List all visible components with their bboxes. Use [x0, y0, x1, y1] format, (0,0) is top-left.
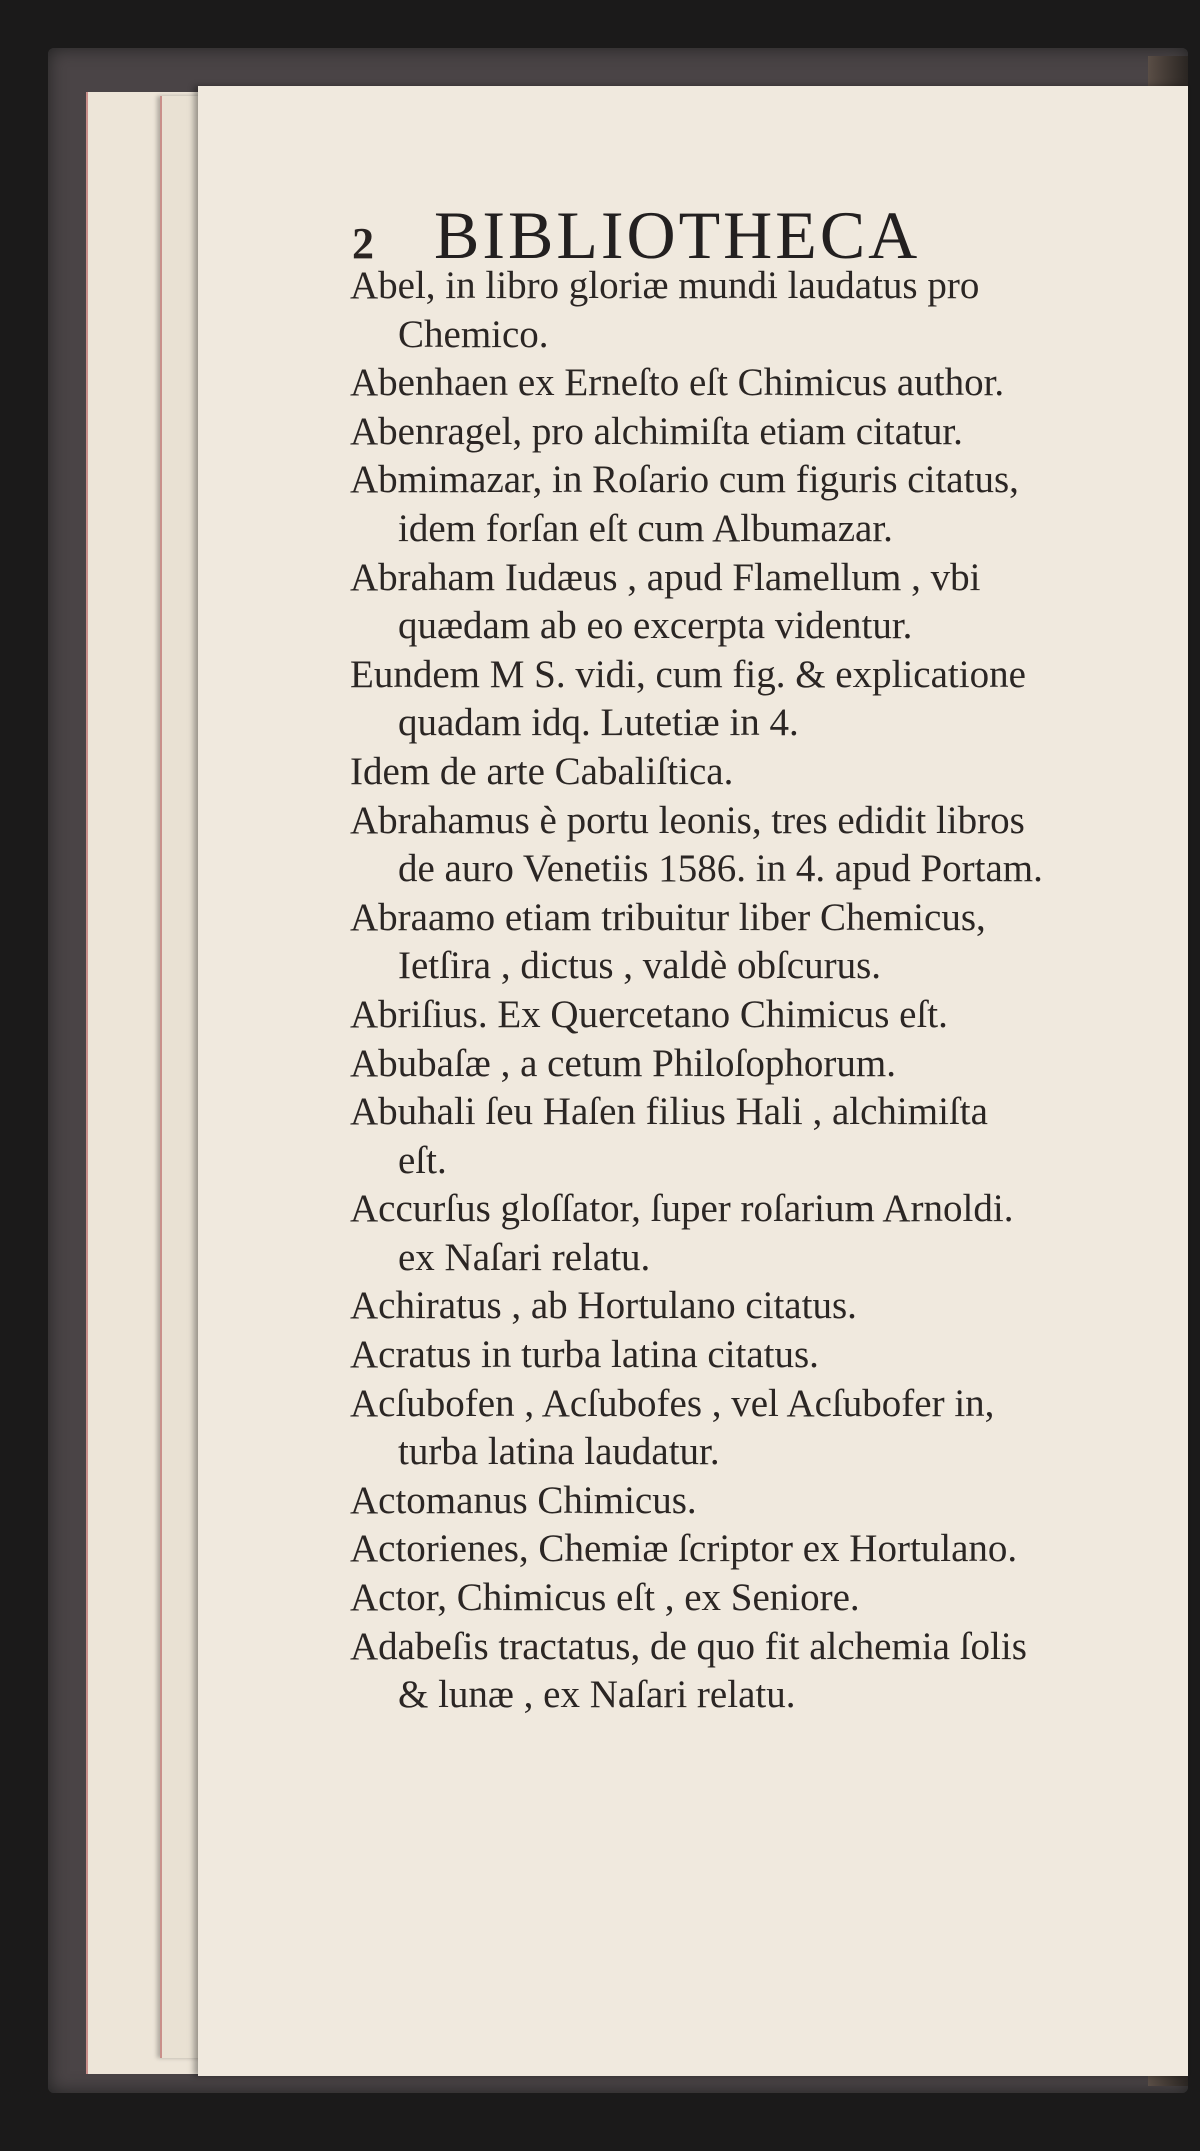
entry-abraamo [350, 894, 1180, 991]
entry-abmimazar [350, 456, 1180, 553]
entry-achiratus [350, 1282, 1180, 1331]
entry-abuhali [350, 1088, 1180, 1185]
entry-line: Eundem M S. vidi, cum fig. & explicatione [350, 652, 1026, 696]
entry-abubase [350, 1040, 1180, 1089]
entry-actor [350, 1574, 1180, 1623]
entry-abrahamus [350, 797, 1180, 894]
entry-line: Idem de arte Cabaliſtica. [350, 749, 734, 793]
entry-abrisius [350, 991, 1180, 1040]
entry-actorienes [350, 1525, 1180, 1574]
entry-idem [350, 748, 1180, 797]
entry-line: Abraham Iudæus , apud Flamellum , vbi [350, 555, 981, 599]
entry-line: Actor, Chimicus eſt , ex Seniore. [350, 1576, 860, 1620]
entry-line: eſt. [398, 1138, 447, 1182]
entry-actomanus [350, 1477, 1180, 1526]
entry-line: Actorienes, Chemiæ ſcriptor ex Hortulano. [350, 1527, 1018, 1571]
page-title: BIBLIOTHECA [434, 197, 921, 273]
entry-line: Abriſius. Ex Quercetano Chimicus eſt. [350, 992, 948, 1036]
entry-eundem [350, 651, 1180, 748]
entry-line: Abel, in libro gloriæ mundi laudatus pro [350, 264, 980, 307]
entry-line: Abenhaen ex Erneſto eſt Chimicus author. [350, 361, 1005, 405]
entry-line: de auro Venetiis 1586. in 4. apud Portam. [398, 847, 1043, 891]
entry-line: Acratus in turba latina citatus. [350, 1333, 819, 1377]
entry-adabesis [350, 1623, 1180, 1720]
entry-acratus [350, 1331, 1180, 1380]
entry-line: Adabeſis tractatus, de quo fit alchemia ſolis [350, 1624, 1027, 1668]
entry-line: Ietſira , dictus , valdè obſcurus. [398, 944, 882, 988]
entry-line: Abuhali ſeu Haſen filius Hali , alchimiſta [350, 1090, 988, 1134]
entry-line: Abmimazar, in Roſario cum figuris citatus, [350, 458, 1019, 502]
page-number: 2 [352, 219, 374, 268]
entry-line: quadam idq. Lutetiæ in 4. [398, 701, 799, 745]
entry-accursus [350, 1185, 1180, 1282]
entry-line: Abrahamus è portu leonis, tres edidit libros [350, 798, 1025, 842]
entry-line: Chemico. [398, 312, 549, 356]
entry-line: Abenragel, pro alchimiſta etiam citatur. [350, 409, 963, 453]
entry-acsubofen [350, 1380, 1180, 1477]
entry-abel [350, 262, 1180, 359]
entry-line: turba latina laudatur. [398, 1430, 720, 1474]
entry-list [350, 262, 1180, 1720]
entry-line: Achiratus , ab Hortulano citatus. [350, 1284, 857, 1328]
entry-line: idem forſan eſt cum Albumazar. [398, 506, 893, 550]
entry-abenragel [350, 408, 1180, 457]
entry-line: Acſubofen , Acſubofes , vel Acſubofer in, [350, 1381, 995, 1425]
entry-line: ex Naſari relatu. [398, 1235, 651, 1279]
entry-line: Abubaſæ , a cetum Philoſophorum. [350, 1041, 896, 1085]
entry-line: & lunæ , ex Naſari relatu. [398, 1673, 796, 1717]
entry-abraham-iudaeus [350, 554, 1180, 651]
entry-line: Actomanus Chimicus. [350, 1478, 697, 1522]
entry-abenhaen [350, 359, 1180, 408]
entry-line: Abraamo etiam tribuitur liber Chemicus, [350, 895, 986, 939]
entry-line: quædam ab eo excerpta videntur. [398, 604, 913, 648]
entry-line: Accurſus gloſſator, ſuper roſarium Arnoldi. [350, 1187, 1014, 1231]
